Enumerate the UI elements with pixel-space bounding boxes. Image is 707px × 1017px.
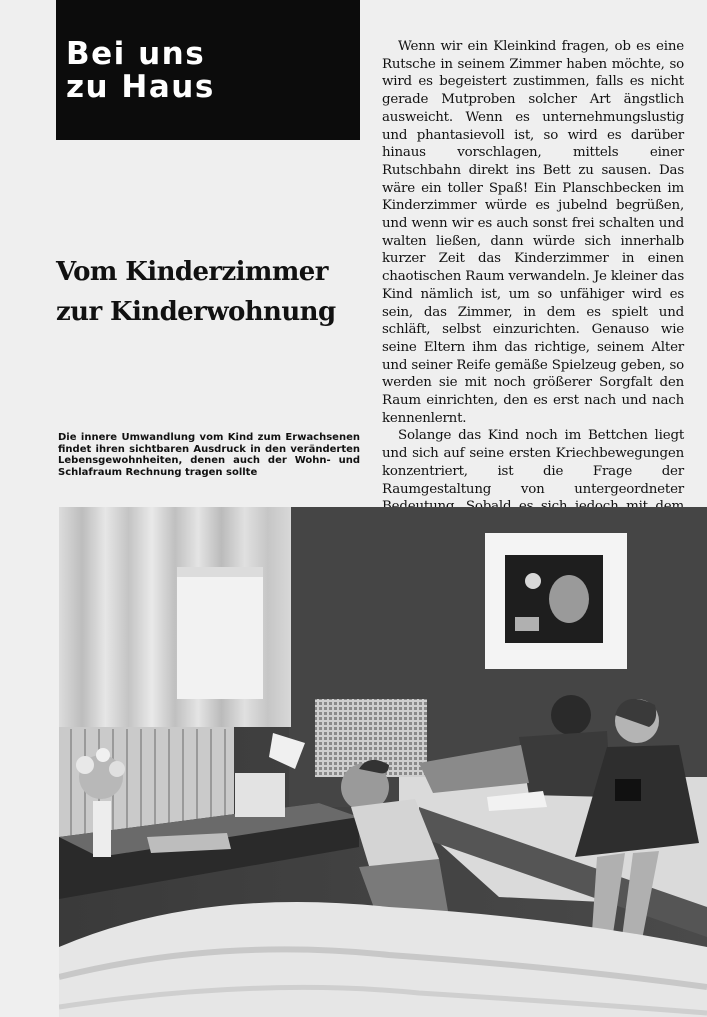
article-headline <box>56 252 366 332</box>
article-photo <box>59 507 707 1017</box>
headline-line-2: zur Kinderwohnung <box>56 297 336 327</box>
article-body-column <box>382 38 684 534</box>
section-title-box <box>56 0 360 140</box>
article-lead: Die innere Umwandlung vom Kind zum Erwachsenen findet ihren sichtbaren Ausdruck in den veränderten Lebensgewohnheiten, denen auch der Wohn- und Schlafraum Rechnung tragen sollte <box>58 432 360 478</box>
body-paragraph-1: Wenn wir ein Kleinkind fragen, ob es eine Rutsche in seinem Zimmer haben möchte, so wird es begeistert zustimmen, falls es nicht gerade Mutproben solcher Art ängstlich ausweicht. Wenn es unternehmungslustig und phantasievoll ist, so wird es darüber hinaus vorschlagen, mittels einer Rutschbahn direkt ins Bett zu sausen. Das wäre ein toller Spaß! Ein Planschbecken im Kinderzimmer würde es jubelnd begrüßen, und wenn wir es auch sonst frei schalten und walten ließen, dann würde sich innerhalb kurzer Zeit das Kinderzimmer in einen chaotischen Raum verwandeln. Je kleiner das Kind nämlich ist, um so unfähiger wird es sein, das Zimmer, in dem es spielt und schläft, selbst einzurichten. Genauso wie seine Eltern ihm das richtige, seinem Alter und seiner Reife gemäße Spielzeug geben, so werden sie mit noch größerer Sorgfalt den Raum einrichten, den es erst nach und nach kennenlernt. <box>382 39 684 426</box>
section-title-line-1: Bei uns <box>66 36 206 72</box>
section-title-line-2: zu Haus <box>66 69 215 105</box>
headline-line-1: Vom Kinderzimmer <box>56 257 328 287</box>
childrens-room-photo-illustration <box>59 507 707 1017</box>
body-paragraph-2: Solange das Kind noch im Bettchen liegt und sich auf seine ersten Kriechbewegungen konzentriert, ist die Frage der Raumgestaltung von untergeordneter <box>382 428 684 497</box>
